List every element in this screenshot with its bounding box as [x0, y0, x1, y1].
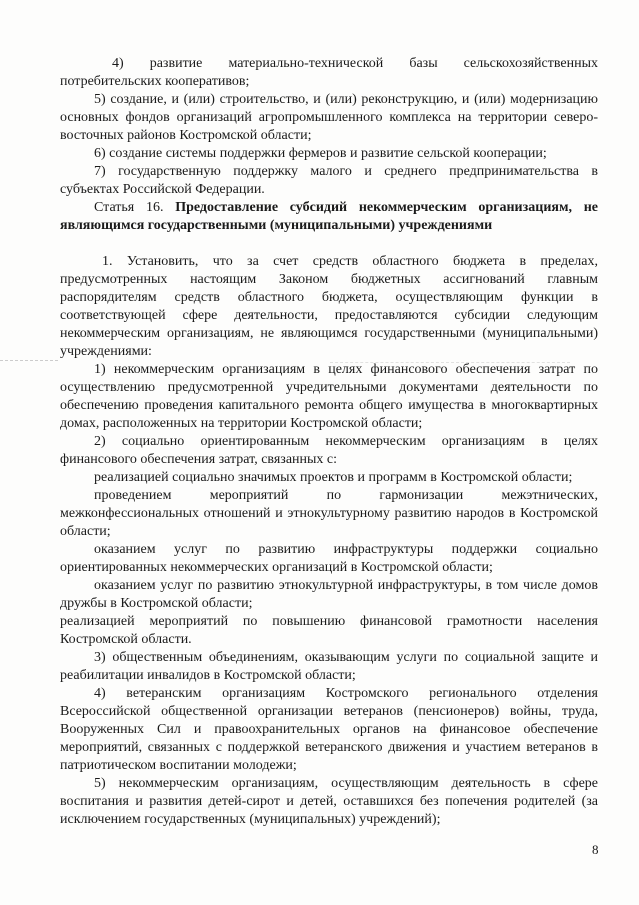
paragraph-interethnic-events: проведением мероприятий по гармонизации межэтнических, межконфессиональных отношений и этнокультурному развитию народов в Костромской области; — [60, 488, 598, 539]
paragraph-item-7: 7) государственную поддержку малого и среднего предпринимательства в субъектах Российской Федерации. — [60, 164, 598, 197]
paragraph-subitem-5: 5) некоммерческим организациям, осуществляющим деятельность в сфере воспитания и развития детей-сирот и детей, оставшихся без попечения родителей (за исключением государственных (муниципальных) учреждений); — [60, 776, 598, 827]
paragraph-financial-literacy: реализацией мероприятий по повышению финансовой грамотности населения Костромской области. — [60, 614, 598, 647]
document-body — [60, 55, 598, 829]
article-heading — [60, 199, 598, 235]
paragraph-ethnocultural-services: оказанием услуг по развитию этнокультурной инфраструктуры, в том числе домов дружбы в Костромской области; — [60, 578, 598, 611]
paragraph-clause-1: 1. Установить, что за счет средств областного бюджета в пределах, предусмотренных настоящим Законом бюджетных ассигнований главным распорядителям средств областного бюджета, осуществляющим функции в соответствующей сфере деятельности, предоставляются субсидии следующим некоммерческим организациям, не являющимся государственными (муниципальными) учреждениями: — [60, 254, 598, 359]
paragraph-subitem-1: 1) некоммерческим организациям в целях финансового обеспечения затрат по осуществлению предусмотренной учредительными документами деятельности по обеспечению проведения капитального ремонта общего имущества в многоквартирных домах, расположенных на территории Костромской области; — [60, 362, 598, 431]
paragraph-social-projects: реализацией социально значимых проектов и программ в Костромской области; — [94, 470, 573, 485]
paragraph-item-5: 5) создание, и (или) строительство, и (или) реконструкцию, и (или) модернизацию основных фондов организаций агропромышленного комплекса на территории северо-восточных районов Костромской области; — [60, 92, 598, 143]
paragraph-item-6: 6) создание системы поддержки фермеров и развитие сельской кооперации; — [94, 146, 547, 161]
paragraph-item-4: 4) развитие материально-технической базы сельскохозяйственных потребительских кооперативов; — [60, 56, 598, 89]
scan-artifact-left — [0, 360, 58, 364]
page-number: 8 — [592, 842, 599, 857]
article-title: Предоставление субсидий некоммерческим организациям, не являющимся государственными (муниципальными) учреждениями — [60, 200, 598, 233]
paragraph-subitem-3: 3) общественным объединениям, оказывающим услуги по социальной защите и реабилитации инвалидов в Костромской области; — [60, 650, 598, 683]
article-label: Статья 16. — [94, 200, 164, 215]
paragraph-subitem-4: 4) ветеранским организациям Костромского регионального отделения Всероссийской общественной организации ветеранов (пенсионеров) войны, труда, Вооруженных Сил и правоохранительных органов на финансовое обеспечение мероприятий, связанных с поддержкой ветеранского движения и участием ветеранов в патриотическом воспитании молодежи; — [60, 686, 598, 773]
paragraph-infrastructure-services: оказанием услуг по развитию инфраструктуры поддержки социально ориентированных некоммерческих организаций в Костромской области; — [60, 542, 598, 575]
paragraph-subitem-2: 2) социально ориентированным некоммерческим организациям в целях финансового обеспечения затрат, связанных с: — [60, 434, 598, 467]
